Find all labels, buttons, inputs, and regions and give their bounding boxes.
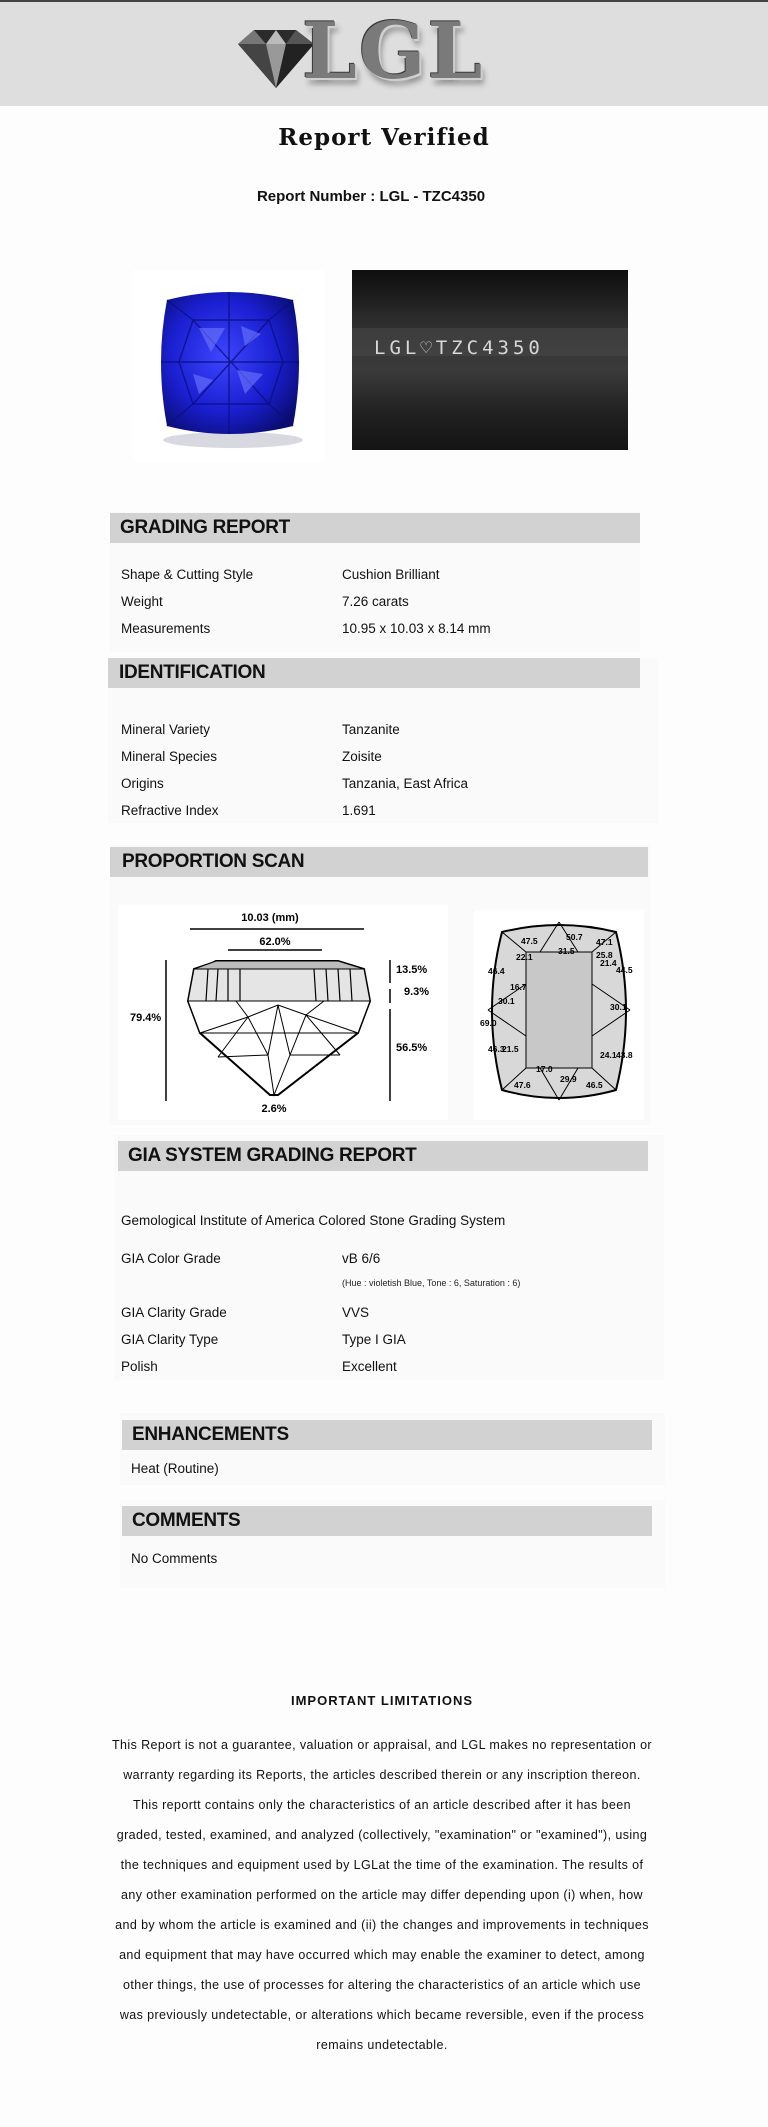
id-value-species: Zoisite [342, 749, 382, 764]
gia-label-polish: Polish [121, 1359, 158, 1374]
inscription-text: LGL♡TZC4350 [374, 337, 544, 359]
id-label-origins: Origins [121, 776, 164, 791]
logo-wordmark: LGL [302, 6, 485, 97]
header-banner [0, 0, 768, 106]
limitations-title: IMPORTANT LIMITATIONS [290, 1693, 474, 1708]
grading-title: GRADING REPORT [120, 517, 290, 538]
svg-text:17.0: 17.0 [536, 1064, 553, 1074]
svg-text:46.4: 46.4 [488, 966, 505, 976]
table-label: 62.0% [259, 936, 291, 948]
grading-label-shape: Shape & Cutting Style [121, 567, 254, 582]
gia-value-clarity-type: Type I GIA [342, 1332, 406, 1347]
id-label-refractive-index: Refractive Index [121, 803, 219, 818]
side-profile-diagram [118, 905, 448, 1120]
grading-label-weight: Weight [121, 594, 163, 609]
gia-system-name: Gemological Institute of America Colored Stone Grading System [121, 1213, 506, 1228]
width-label: 10.03 (mm) [241, 912, 299, 924]
svg-text:46.3: 46.3 [488, 1044, 505, 1054]
svg-text:24.1: 24.1 [600, 1050, 617, 1060]
svg-text:30.1: 30.1 [498, 996, 515, 1006]
page-title: Report Verified [278, 124, 490, 151]
girdle-inscription-photo [352, 270, 628, 450]
svg-text:31.5: 31.5 [558, 946, 575, 956]
grading-value-measurements: 10.95 x 10.03 x 8.14 mm [342, 621, 491, 636]
svg-text:25.8: 25.8 [596, 950, 613, 960]
svg-text:21.5: 21.5 [502, 1044, 519, 1054]
svg-text:29.9: 29.9 [560, 1074, 577, 1084]
limitations-text: This Report is not a guarantee, valuation or appraisal, and LGL makes no representation or warranty regarding its Reports, the articles described therein or any inscription thereon. This reportt contains only the characteristics of an article described after it has been graded, tested, examined, and analyzed (collectively, "examination" or "examined"), using the techniques and equipment used by LGLat the time of the examination. The results of any other examination performed on the article may differ depending upon (i) when, how and by whom the article is examined and (ii) the changes and improvements in techniques and equipment that may have occurred which may enable the examiner to detect, among other things, the use of processes for altering the characteristics of an article which use was previously undetectable, or alterations which became reversible, even if the process remains undetectable. [112, 1738, 652, 2052]
id-label-species: Mineral Species [121, 749, 218, 764]
id-value-refractive-index: 1.691 [342, 803, 376, 818]
pavilion-label: 56.5% [396, 1042, 428, 1054]
gia-value-polish: Excellent [342, 1359, 397, 1374]
gia-label-clarity-type: GIA Clarity Type [121, 1332, 219, 1347]
svg-text:69.0: 69.0 [480, 1018, 497, 1028]
gia-color-note: (Hue : violetish Blue, Tone : 6, Saturation : 6) [342, 1278, 521, 1288]
svg-text:44.5: 44.5 [616, 965, 633, 975]
gemstone-photo [133, 270, 325, 462]
enhancements-value: Heat (Routine) [131, 1461, 219, 1476]
enhancements-title: ENHANCEMENTS [132, 1424, 289, 1445]
svg-text:43.8: 43.8 [616, 1050, 633, 1060]
report-number: Report Number : LGL - TZC4350 [256, 188, 486, 205]
gia-title: GIA SYSTEM GRADING REPORT [128, 1145, 417, 1166]
svg-text:46.5: 46.5 [586, 1080, 603, 1090]
id-label-variety: Mineral Variety [121, 722, 211, 737]
svg-text:47.1: 47.1 [596, 937, 613, 947]
culet-label: 2.6% [261, 1103, 287, 1115]
gia-value-color: vB 6/6 [342, 1251, 381, 1266]
svg-text:47.6: 47.6 [514, 1080, 531, 1090]
depth-label: 79.4% [130, 1012, 162, 1024]
comments-title: COMMENTS [132, 1510, 241, 1531]
id-value-origins: Tanzania, East Africa [342, 776, 469, 791]
grading-label-measurements: Measurements [121, 621, 211, 636]
grading-value-shape: Cushion Brilliant [342, 567, 440, 582]
crown-label: 13.5% [396, 964, 428, 976]
svg-text:22.1: 22.1 [516, 952, 533, 962]
gia-label-color: GIA Color Grade [121, 1251, 221, 1266]
svg-text:16.7: 16.7 [510, 982, 527, 992]
girdle-label: 9.3% [404, 986, 430, 998]
identification-title: IDENTIFICATION [119, 662, 266, 683]
svg-text:47.5: 47.5 [521, 936, 538, 946]
grading-value-weight: 7.26 carats [342, 594, 409, 609]
lgl-logo [230, 6, 490, 98]
comments-value: No Comments [131, 1551, 218, 1566]
svg-text:21.4: 21.4 [600, 958, 617, 968]
svg-text:30.1: 30.1 [610, 1002, 627, 1012]
proportion-title: PROPORTION SCAN [122, 851, 305, 872]
gia-value-clarity-grade: VVS [342, 1305, 370, 1320]
gia-label-clarity-grade: GIA Clarity Grade [121, 1305, 227, 1320]
svg-text:50.7: 50.7 [566, 932, 583, 942]
top-view-diagram [474, 910, 644, 1120]
id-value-variety: Tanzanite [342, 722, 400, 737]
